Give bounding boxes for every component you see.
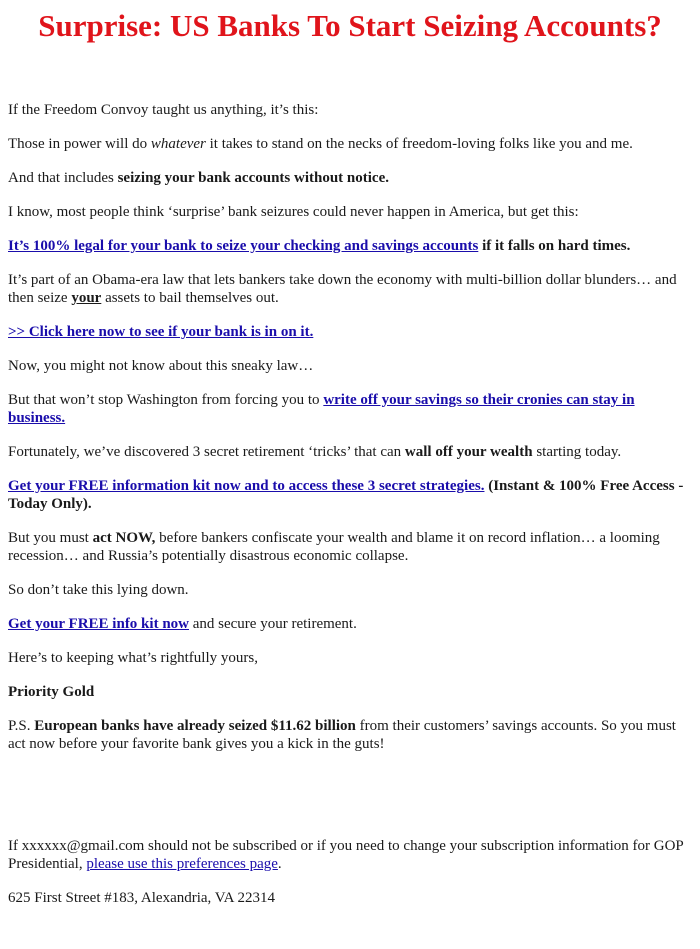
paragraph-free-kit — [8, 477, 690, 513]
bold-seizing: seizing your bank accounts without notice. — [117, 170, 389, 186]
text: It’s part of an Obama-era law that lets bankers take down the economy with multi-billion dollar blunders… and then seize — [8, 272, 677, 306]
text: starting today. — [532, 444, 622, 460]
footer-subscription — [8, 837, 690, 873]
bold-european-banks: European banks have already seized $11.62 billion — [34, 718, 356, 734]
link-write-off-savings[interactable]: write off your savings so their cronies can stay in business. — [8, 392, 635, 426]
paragraph-click-here — [8, 323, 690, 341]
emphasis-whatever: whatever — [150, 136, 206, 152]
paragraph-surprise-seizures — [8, 203, 690, 221]
text: it takes to stand on the necks of freedom-loving folks like you and me. — [205, 136, 633, 152]
text: But that won’t stop Washington from forcing you to — [8, 392, 324, 408]
signature-name: Priority Gold — [8, 684, 95, 700]
bold-instant-free: (Instant & 100% Free Access - Today Only). — [8, 478, 684, 512]
address-text: 625 First Street #183, Alexandria, VA 22314 — [8, 890, 275, 906]
text: I know, most people think ‘surprise’ bank seizures could never happen in America, but get this: — [8, 204, 579, 220]
paragraph-lying-down — [8, 581, 690, 599]
footer-address — [8, 889, 690, 907]
paragraph-intro — [8, 101, 690, 119]
paragraph-seizing — [8, 169, 690, 187]
headline: Surprise: US Banks To Start Seizing Accounts? — [38, 8, 662, 43]
link-click-here[interactable]: >> Click here now to see if your bank is in on it. — [8, 324, 314, 340]
text: before bankers confiscate your wealth and blame it on record inflation… a looming recession… and Russia’s potentially disastrous economic collapse. — [8, 530, 660, 564]
bold-your: your — [71, 290, 102, 306]
paragraph-ps — [8, 717, 690, 753]
paragraph-sneaky-law — [8, 357, 690, 375]
link-100-percent-legal[interactable]: It’s 100% legal for your bank to seize your checking and savings accounts — [8, 238, 479, 254]
paragraph-washington — [8, 391, 690, 427]
bold-act-now: act NOW, — [92, 530, 156, 546]
text: And that includes — [8, 170, 118, 186]
text: assets to bail themselves out. — [101, 290, 279, 306]
text: If xxxxxx@gmail.com should not be subscribed or if you need to change your subscription information for GOP Presidential, — [8, 838, 684, 872]
paragraph-obama-law — [8, 271, 690, 307]
text: P.S. — [8, 718, 35, 734]
bold-wall-off: wall off your wealth — [404, 444, 533, 460]
paragraph-act-now — [8, 529, 690, 565]
bold-hard-times: if it falls on hard times. — [478, 238, 631, 254]
paragraph-legal — [8, 237, 690, 255]
text: Those in power will do — [8, 136, 151, 152]
text: Here’s to keeping what’s rightfully yours, — [8, 650, 258, 666]
link-preferences-page[interactable]: please use this preferences page — [86, 856, 278, 872]
email-body — [8, 101, 690, 769]
signature — [8, 683, 690, 701]
link-free-information-kit[interactable]: Get your FREE information kit now and to access these 3 secret strategies. — [8, 478, 485, 494]
text: . — [277, 856, 282, 872]
text: So don’t take this lying down. — [8, 582, 189, 598]
email-footer — [8, 837, 690, 923]
text: from their customers’ savings accounts. So you must act now before your favorite bank gives you a kick in the guts! — [8, 718, 676, 752]
text: Fortunately, we’ve discovered 3 secret retirement ‘tricks’ that can — [8, 444, 405, 460]
paragraph-secret-tricks — [8, 443, 690, 461]
paragraph-those-in-power — [8, 135, 690, 153]
text: Now, you might not know about this sneaky law… — [8, 358, 314, 374]
paragraph-info-kit — [8, 615, 690, 633]
text: But you must — [8, 530, 93, 546]
intro-text: If the Freedom Convoy taught us anything, it’s this: — [8, 102, 319, 118]
link-free-info-kit[interactable]: Get your FREE info kit now — [8, 616, 189, 632]
text: and secure your retirement. — [189, 616, 357, 632]
paragraph-sign-off — [8, 649, 690, 667]
